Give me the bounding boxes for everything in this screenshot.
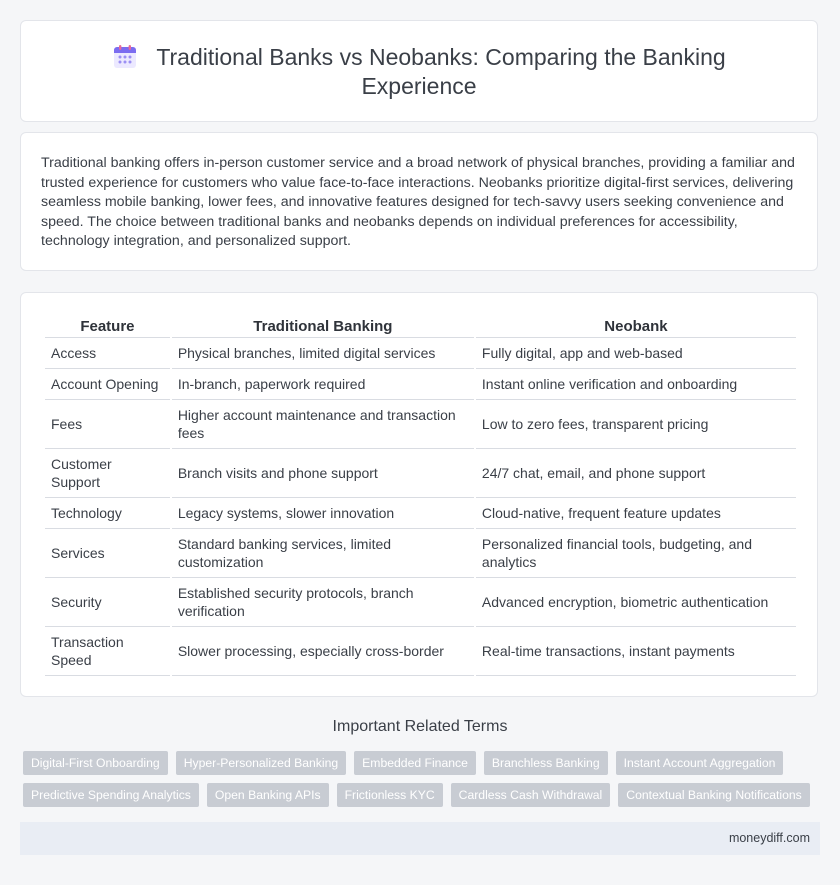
cell-neobank: Advanced encryption, biometric authentication [476,578,796,627]
table-header-row [45,315,796,338]
tag-frictionless-kyc[interactable]: Frictionless KYC [337,783,443,807]
cell-feature: Customer Support [45,449,170,498]
comparison-card [20,292,818,697]
tag-digital-first-onboarding[interactable]: Digital-First Onboarding [23,751,168,775]
calendar-icon [112,44,138,70]
cell-traditional: Branch visits and phone support [172,449,474,498]
header-card [20,20,818,122]
cell-traditional: Higher account maintenance and transaction fees [172,400,474,449]
cell-feature: Transaction Speed [45,627,170,676]
cell-neobank: Low to zero fees, transparent pricing [476,400,796,449]
header-neobank: Neobank [476,315,796,338]
cell-neobank: Personalized financial tools, budgeting, and analytics [476,529,796,578]
table-row [45,400,796,449]
table-row [45,449,796,498]
summary-card [20,132,818,271]
cell-traditional: Established security protocols, branch verification [172,578,474,627]
tag-row-1 [23,751,813,775]
tag-contextual-banking-notifications[interactable]: Contextual Banking Notifications [618,783,809,807]
page-title [21,43,817,101]
related-terms-tags [23,751,813,815]
table-row [45,498,796,529]
cell-feature: Access [45,338,170,369]
header-traditional: Traditional Banking [172,315,474,338]
tag-cardless-cash-withdrawal[interactable]: Cardless Cash Withdrawal [451,783,611,807]
comparison-table [43,315,798,676]
footer-site[interactable]: moneydiff.com [728,831,810,845]
table-row [45,627,796,676]
related-terms-title: Important Related Terms [332,718,508,735]
cell-feature: Security [45,578,170,627]
cell-traditional: Legacy systems, slower innovation [172,498,474,529]
cell-traditional: Standard banking services, limited customization [172,529,474,578]
tag-open-banking-apis[interactable]: Open Banking APIs [207,783,329,807]
cell-feature: Fees [45,400,170,449]
header-feature: Feature [45,315,170,338]
title-line-2: Experience [361,73,477,99]
cell-feature: Technology [45,498,170,529]
cell-feature: Services [45,529,170,578]
table-row [45,529,796,578]
cell-neobank: 24/7 chat, email, and phone support [476,449,796,498]
summary-text: Traditional banking offers in-person customer service and a broad network of physical branches, providing a familiar and trusted experience for customers who value face-to-face interactions. Neobanks prioritize digital-first services, delivering seamless mobile banking, lower fees, and innovative features designed for tech-savvy users seeking convenience and speed. The choice between traditional banks and neobanks depends on individual preferences for accessibility, technology integration, and personalized support. [41,155,795,250]
tag-hyper-personalized-banking[interactable]: Hyper-Personalized Banking [176,751,346,775]
footer [20,822,820,855]
cell-neobank: Real-time transactions, instant payments [476,627,796,676]
cell-neobank: Fully digital, app and web-based [476,338,796,369]
cell-traditional: Physical branches, limited digital services [172,338,474,369]
title-line-1: Traditional Banks vs Neobanks: Comparing the Banking [156,44,726,70]
cell-traditional: In-branch, paperwork required [172,369,474,400]
tag-row-2 [23,783,813,807]
table-row [45,369,796,400]
tag-branchless-banking[interactable]: Branchless Banking [484,751,608,775]
tag-instant-account-aggregation[interactable]: Instant Account Aggregation [616,751,784,775]
cell-neobank: Instant online verification and onboarding [476,369,796,400]
table-row [45,338,796,369]
cell-neobank: Cloud-native, frequent feature updates [476,498,796,529]
tag-predictive-spending-analytics[interactable]: Predictive Spending Analytics [23,783,199,807]
table-row [45,578,796,627]
tag-embedded-finance[interactable]: Embedded Finance [354,751,476,775]
cell-traditional: Slower processing, especially cross-border [172,627,474,676]
cell-feature: Account Opening [45,369,170,400]
